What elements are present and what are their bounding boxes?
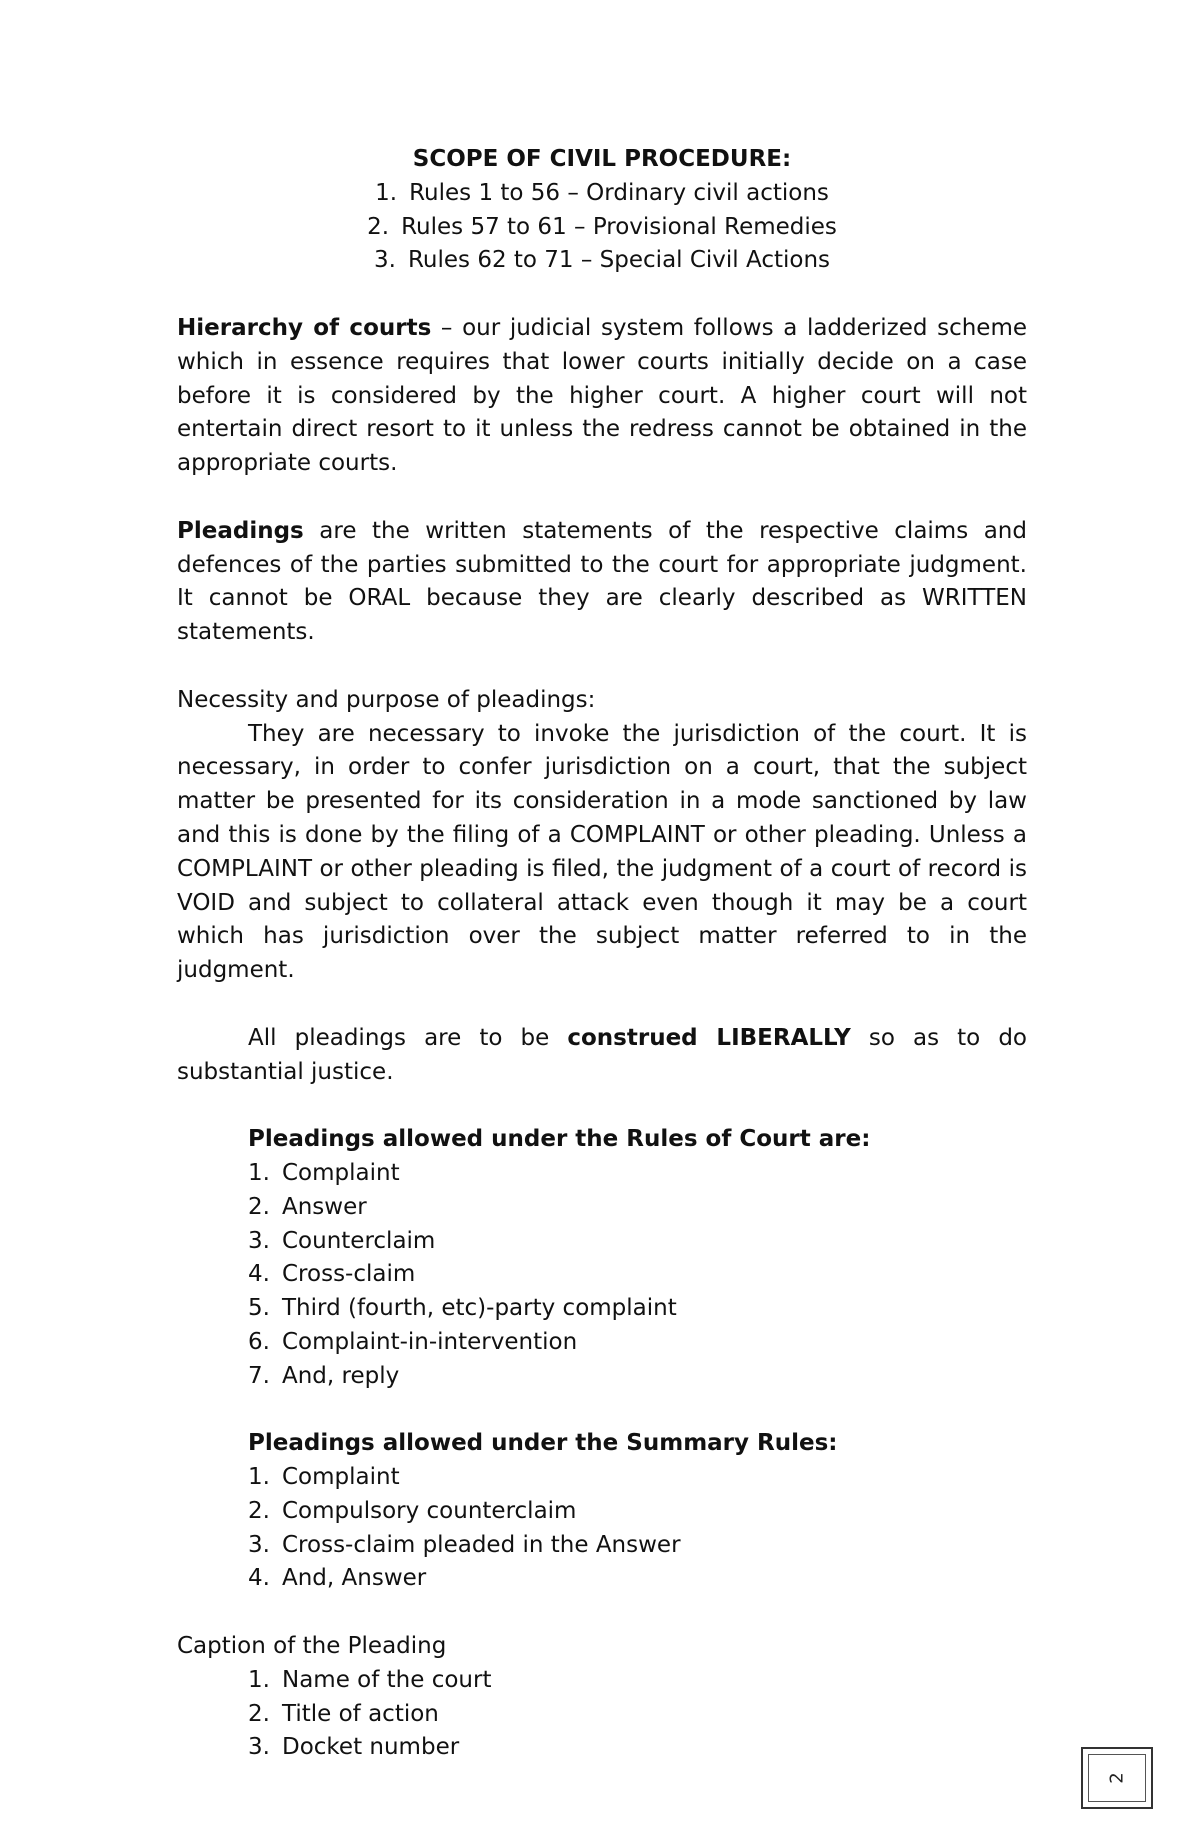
list-item: 7. And, reply [248,1362,400,1389]
list-item: 3. Cross-claim pleaded in the Answer [248,1531,681,1558]
rules-of-court-heading: Pleadings allowed under the Rules of Court are: [248,1126,871,1153]
list-item: 3. Docket number [248,1734,460,1761]
list-item: 1. Name of the court [248,1666,492,1693]
list-item: 2. Answer [248,1193,367,1220]
caption-list [248,1664,1027,1765]
list-item: 4. Cross-claim [248,1261,416,1288]
list-item: 4. And, Answer [248,1565,427,1592]
page-number-box [1081,1747,1153,1809]
pleadings-term: Pleadings [177,517,304,544]
list-item: 5. Third (fourth, etc)-party complaint [248,1295,677,1322]
list-item: 1. Complaint [248,1464,400,1491]
summary-rules-heading: Pleadings allowed under the Summary Rules: [248,1430,838,1457]
hierarchy-text: – our judicial system follows a ladderized scheme which in essence requires that lower courts initially decide on a case before it is considered by the higher court. A higher court will not entertain direct resort to it unless the redress cannot be obtained in the appropriate courts. [177,314,1028,477]
hierarchy-term: Hierarchy of courts [177,314,432,341]
scope-heading: SCOPE OF CIVIL PROCEDURE: [412,146,792,172]
pleadings-definition-paragraph [177,515,1027,650]
caption-heading: Caption of the Pleading [177,1633,447,1660]
hierarchy-paragraph [177,312,1027,481]
scope-list [177,177,1027,278]
list-item: 3. Rules 62 to 71 – Special Civil Actions [373,247,831,274]
list-item: 1. Complaint [248,1159,400,1186]
necessity-paragraph: They are necessary to invoke the jurisdiction of the court. It is necessary, in order to confer jurisdiction on a court, that the subject matter be presented for its consideration in a mode sanctioned by law and this is done by the filing of a COMPLAINT or other pleading. Unless a COMPLAINT or other pleading is filed, the judgment of a court of record is VOID and subject to collateral attack even though it may be a court which has jurisdiction over the subject matter referred to in the judgment. [177,720,1027,984]
list-item: 2. Rules 57 to 61 – Provisional Remedies [367,213,837,240]
list-item: 6. Complaint-in-intervention [248,1328,578,1355]
pleadings-text: are the written statements of the respective claims and defences of the parties submitted to the court for appropriate judgment. It cannot be ORAL because they are clearly described as WRITTEN statements. [177,517,1027,646]
list-item: 1. Rules 1 to 56 – Ordinary civil actions [375,179,829,206]
page-number: 2 [1106,1772,1128,1784]
summary-rules-list [248,1461,1027,1596]
list-item: 2. Title of action [248,1700,439,1727]
list-item: 2. Compulsory counterclaim [248,1497,577,1524]
document-page [177,143,1027,1765]
necessity-heading: Necessity and purpose of pleadings: [177,686,596,713]
liberal-paragraph: All pleadings are to be construed LIBERALLY so as to do substantial justice. [177,1024,1027,1085]
liberal-emphasis: construed LIBERALLY [567,1024,851,1051]
rules-of-court-list [248,1157,1027,1394]
list-item: 3. Counterclaim [248,1227,436,1254]
